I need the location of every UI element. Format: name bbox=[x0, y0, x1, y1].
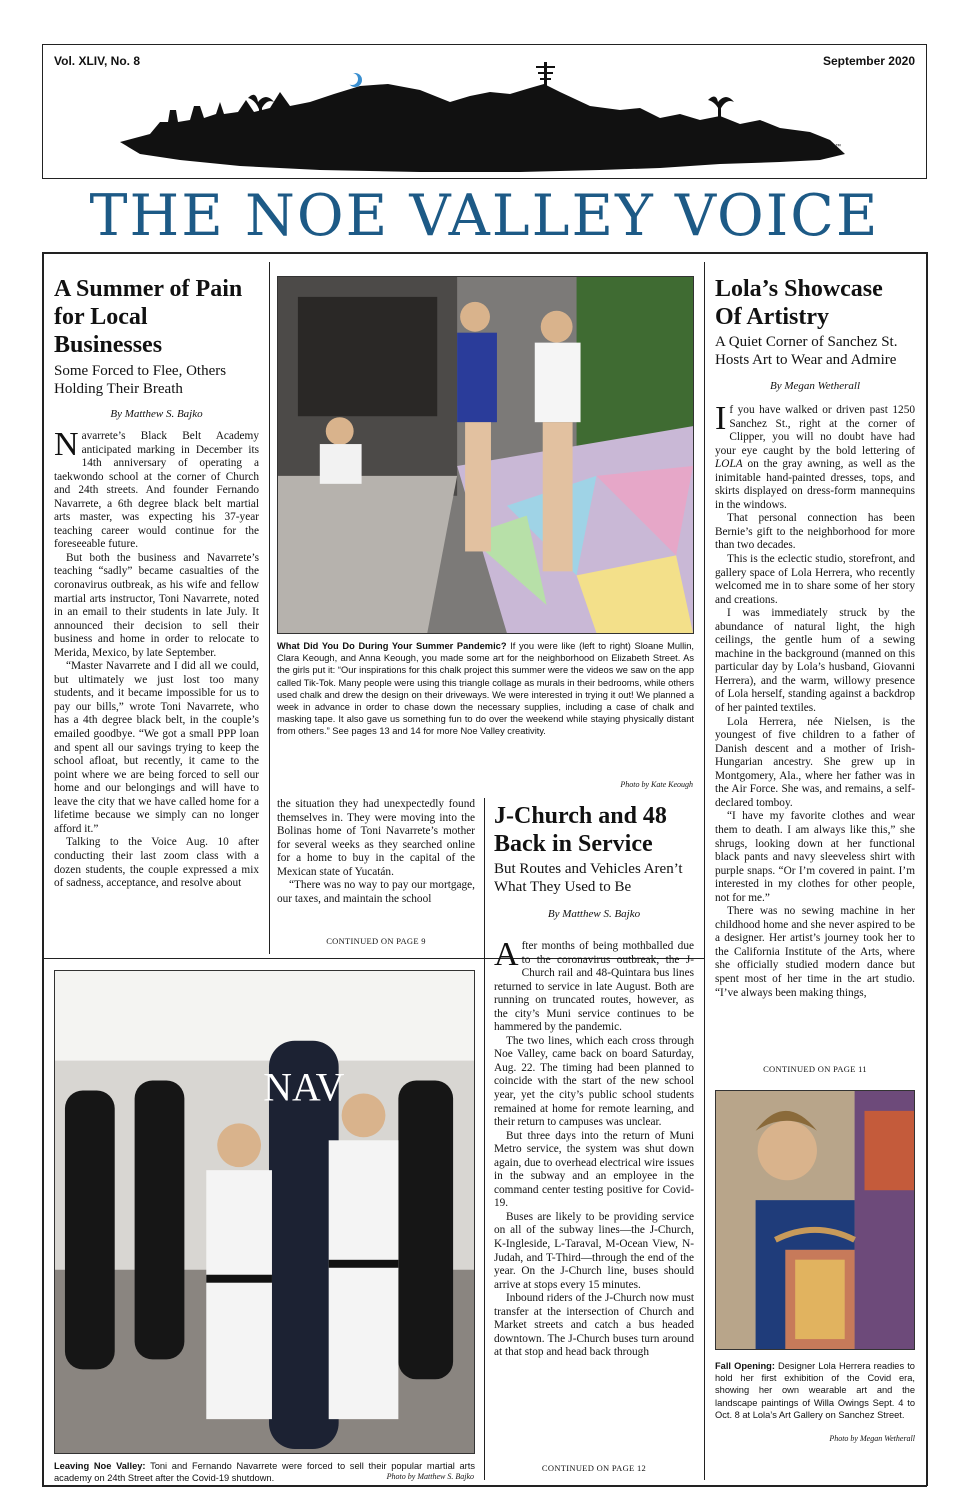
lola-body bbox=[715, 400, 915, 1000]
lola-byline: By Megan Wetherall bbox=[769, 380, 860, 392]
lola-photo-caption bbox=[715, 1360, 915, 1421]
summer-body-col2 bbox=[277, 798, 475, 906]
jchurch-paragraph: But three days into the return of Muni Metro service, the system was shut down again, due to overhead electrical wire issues in the subway and an employee in the command center testing positive for Covid-19. bbox=[494, 1129, 694, 1210]
lola-italic-name: LOLA bbox=[715, 458, 743, 471]
summer-deck: Some Forced to Flee, Others Holding Their Breath bbox=[54, 363, 227, 397]
jchurch-paragraph: The two lines, which each cross through Noe Valley, came back on board Saturday, Aug. 22. The timing had been planned to coincide with the start of the new school year, yet the city’s public school students remained at home for remote learning, and their return to campuses was unclear. bbox=[494, 1034, 694, 1129]
lola-paragraph: This is the eclectic studio, storefront, and gallery space of Lola Herrera, who recently welcomed me in to share some of her story and creations. bbox=[715, 553, 915, 606]
summer-body-col1 bbox=[54, 426, 259, 891]
jchurch-byline: By Matthew S. Bajko bbox=[547, 908, 641, 920]
skyline-logo-image bbox=[120, 62, 850, 174]
frame-left-rule bbox=[42, 252, 44, 1486]
chalk-photo-credit: Photo by Kate Keough bbox=[620, 780, 693, 789]
karate-academy-photo bbox=[54, 970, 475, 1454]
summer-paragraph: avarrete’s Black Belt Academy anticipated marking in December its 14th anniversary of operating a taekwondo school at the corner of Church and 24th streets. And founder Fernando Navarrete, a 6th degree black belt martial arts master, was expecting his 37-year teaching career would continue for the foreseeable future. bbox=[54, 430, 259, 551]
summer-paragraph: But both the business and Navarrete’s teaching “sadly” became casualties of the coronavirus outbreak, as his wife and fellow martial arts instructor, Toni Navarrete, noted in an email to their students in late July. It announced their decision to sell their business and home in order to relocate to Merida, Mexico, by late September. bbox=[54, 551, 259, 659]
summer-byline: By Matthew S. Bajko bbox=[110, 408, 203, 420]
summer-paragraph: “Master Navarrete and I did all we could, but ultimately we just lost too many students, and it became impossible for us to pay our bills,” wrote Toni Navarrete, who has a 4th degree black belt, in the couple’s emailed goodbye. “We got a small PPP loan and spent all our savings trying to keep the school afloat, but recently, it came to the point where we are being forced to sell our home and our belongings and will have to leave the city that we have called home for a lifetime because we simply can no longer afford it.” bbox=[54, 660, 259, 835]
column-rule-left bbox=[269, 262, 270, 954]
summer-headline: A Summer of Pain for Local Businesses bbox=[54, 276, 243, 358]
lola-paragraph: f you have walked or driven past 1250 Sanchez St., right at the corner of Clipper, you will no doubt have had your eye caught by the bold lettering of bbox=[715, 404, 915, 457]
column-rule-right bbox=[704, 262, 705, 1480]
summer-dropcap: N bbox=[54, 426, 79, 463]
lola-paragraph: Lola Herrera, née Nielsen, is the youngest of five children to a father of Danish descent and a mother of Irish-Hungarian ancestry. She grew up in Montgomery, Ala., where her father was in the Air Force. She was, and remains, a self-declared tomboy. bbox=[715, 715, 915, 809]
lola-headline: Lola’s Showcase Of Artistry bbox=[715, 276, 883, 330]
summer-continued-link[interactable]: CONTINUED ON PAGE 9 bbox=[326, 936, 426, 946]
lola-dropcap: I bbox=[715, 400, 727, 437]
karate-caption-text: Toni and Fernando Navarrete were forced to sell their popular martial arts academy on 24th Street after the Covid-19 shutdown. bbox=[54, 1461, 476, 1484]
chalk-caption-text: If you were like (left to right) Sloane Mullin, Clara Keough, and Anna Keough, you made some art for the neighborhood on Elizabeth Street. As the girls put it: “Our inspirations for this chalk project this summer were the videos we saw on the app called Tik-Tok. Many people were using this triangle collage as murals in their bedrooms, while others used chalk and drew the design on their driveways. We were interested in trying it out! We planned a week in advance in order to chase down the necessary supplies, including a case of chalk and masking tape. It also gave us something fun to do over the weekend while staying physically distant from others.” See pages 13 and 14 for more Noe Valley creativity. bbox=[277, 641, 694, 737]
jchurch-body bbox=[494, 936, 694, 1360]
summer-paragraph: “There was no way to pay our mortgage, our taxes, and maintain the school bbox=[277, 879, 475, 905]
frame-bottom-rule bbox=[42, 1485, 927, 1487]
lola-caption-text: Designer Lola Herrera readies to hold her first exhibition of the Covid era, showing her own wearable art and the landscape paintings of Willa Owings Sept. 4 to Oct. 8 at Lola’s Art Gallery on Sanchez Street. bbox=[715, 1361, 915, 1420]
issue-date: September 2020 bbox=[822, 54, 915, 68]
karate-caption-lead: Leaving Noe Valley: bbox=[54, 1461, 146, 1471]
jchurch-deck: But Routes and Vehicles Aren’t What They Used to Be bbox=[494, 861, 683, 895]
lola-paragraph: That personal connection has been Bernie’s gift to the neighborhood for more than two decades. bbox=[715, 512, 915, 552]
column-rule-middle bbox=[484, 798, 485, 1480]
chalk-photo-caption bbox=[277, 640, 694, 738]
newspaper-title: THE NOE VALLEY VOICE bbox=[89, 183, 880, 249]
chalk-art-photo bbox=[277, 276, 694, 634]
top-rule bbox=[42, 252, 927, 254]
lola-continued-link[interactable]: CONTINUED ON PAGE 11 bbox=[763, 1064, 867, 1074]
karate-photo-credit: Photo by Matthew S. Bajko bbox=[386, 1472, 474, 1481]
summer-paragraph: the situation they had unexpectedly found themselves in. They were moving into the Bolinas home of Toni Navarrete’s mother for several weeks as they searched online for a home to buy in the capital of the Mexican state of Yucatán. bbox=[277, 798, 475, 878]
volume-number: Vol. XLIV, No. 8 bbox=[54, 54, 141, 68]
lola-photo-credit: Photo by Megan Wetherall bbox=[829, 1434, 915, 1443]
jchurch-dropcap: A bbox=[494, 936, 519, 973]
bag-letters: NAV bbox=[263, 1065, 345, 1110]
jchurch-paragraph: Buses are likely to be providing service on all of the subway lines—the J-Church, K-Ingleside, L-Taraval, M-Ocean View, N-Judah, and T-Third—through the end of the year. On the J-Church line, buses should arrive at stops every 15 minutes. bbox=[494, 1210, 694, 1291]
lola-herrera-photo bbox=[715, 1090, 915, 1350]
summer-paragraph: Talking to the Voice Aug. 10 after conducting their last zoom class with a dozen students, the couple expressed a mix of sadness, acceptance, and resolve about bbox=[54, 836, 259, 890]
lola-paragraph: on the gray awning, as well as the inimitable hand-painted dresses, tops, and skirts displayed on dress-form mannequins in the windows. bbox=[715, 458, 915, 511]
lola-caption-lead: Fall Opening: bbox=[715, 1361, 775, 1371]
jchurch-paragraph: fter months of being mothballed due to the coronavirus outbreak, the J-Church rail and 48-Quintara bus lines returned to service in late August. Both are running on truncated routes, however, as the city’s Muni service continues to be hammered by the pandemic. bbox=[494, 940, 694, 1034]
jchurch-headline: J-Church and 48 Back in Service bbox=[494, 803, 667, 857]
chalk-caption-lead: What Did You Do During Your Summer Pandemic? bbox=[277, 641, 507, 651]
lola-paragraph: “I have my favorite clothes and wear them to death. I am always like this,” she shrugs, looking down at her functional black pants and navy sleeveless shirt with purple snaps. “Or I’m covered in paint. I’m interested in my clothes for other people, not for me.” bbox=[715, 810, 915, 904]
jchurch-paragraph: Inbound riders of the J-Church now must transfer at the intersection of Church and Market streets and catch a bus headed downtown. The J-Church buses turn around at that stop and head back through bbox=[494, 1292, 694, 1359]
lola-deck: A Quiet Corner of Sanchez St. Hosts Art to Wear and Admire bbox=[715, 334, 898, 368]
lola-paragraph: I was immediately struck by the abundance of natural light, the high ceilings, the gentle hum of a sewing machine in the background (manned on this particular day by Lola’s husband, Giovanni Herrera), and the warm, willowy presence of Lola herself, standing against a backdrop of her painted textiles. bbox=[715, 607, 915, 715]
trademark-mark: ™ bbox=[835, 144, 841, 150]
frame-right-rule bbox=[926, 252, 928, 1486]
lola-paragraph: There was no sewing machine in her childhood home and she never aspired to be a designer. Her artist’s journey took her to the California Institute of the Arts, where she officially studied modern dance but spent most of her time in the art studio. “I’ve always been making things, bbox=[715, 905, 915, 999]
jchurch-continued-link[interactable]: CONTINUED ON PAGE 12 bbox=[541, 1463, 647, 1473]
